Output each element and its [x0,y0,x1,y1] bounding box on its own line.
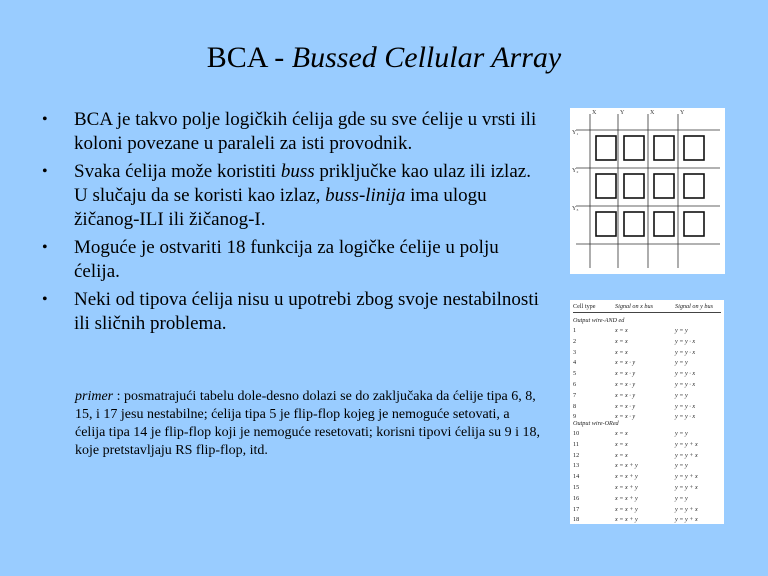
grid-top-label: Y [680,110,685,116]
table-header: Signal on x bus [615,303,653,310]
table-cell: x = x [615,451,628,459]
table-cell: x = x · y [615,413,636,421]
bullet-glyph: • [42,163,48,180]
table-header-row [573,303,723,311]
grid-top-label: X [592,110,597,116]
table-cell: x = x [615,430,628,437]
table-row [573,484,723,492]
table-cell: x = x [615,337,628,345]
table-cell: 14 [573,473,580,481]
bullet-text-mid: priključke kao ulaz ili izlaz. U slučaju da se koristi kao izlaz, [74,161,531,206]
title-italic: Bussed Cellular Array [291,41,562,74]
bullet-list [40,108,540,340]
bullet-text: BCA je takvo polje logičkih ćelija gde su sve ćelije u vrsti ili koloni povezane u paraleli za isti provodnik. [74,109,537,154]
grid-row-label: Y₂ [572,168,579,174]
table-cell: x = x + y [615,473,638,481]
table-row [573,392,723,400]
table-cell: x = x + y [615,516,638,524]
bullet-text-pre: Svaka ćelija može koristiti [74,161,281,182]
table-section-label: Output wire-AND ed [573,317,625,324]
table-row [573,403,723,411]
table-cell: 9 [573,413,577,421]
table-cell: y = y [675,391,688,399]
table-cell: y = y + x [675,473,698,481]
table-cell: x = x + y [615,484,638,491]
table-cell: y = y + x [675,451,698,459]
table-cell: x = x · y [615,381,636,388]
cell-type-table [570,300,724,524]
bullet-text-post: ima ulogu žičanog-ILI ili žičanog-I. [74,185,487,230]
table-cell: 3 [573,348,577,356]
table-section-label: Output wire-ORed [573,420,619,427]
table-row [573,462,723,470]
table-cell: 16 [573,494,580,502]
table-cell: y = y · x [675,337,696,345]
table-row [573,495,723,503]
table-cell: 18 [573,516,580,524]
table-cell: 10 [573,430,580,437]
table-cell: y = y · x [675,402,696,410]
grid-row-label: Y₁ [572,130,579,136]
table-row [573,441,723,449]
table-cell: x = x · y [615,359,636,367]
table-row [573,338,723,346]
table-row [573,506,723,514]
bullet-glyph: • [42,291,48,308]
table-cell: 12 [573,451,580,459]
slide-title [0,40,768,76]
table-cell: 15 [573,484,580,491]
table-cell: 17 [573,505,580,513]
table-cell: 5 [573,370,577,378]
table-cell: y = y [675,359,688,367]
table-row [573,349,723,357]
table-row [573,473,723,481]
title-main: BCA - [206,41,292,74]
table-cell: x = x + y [615,494,638,502]
bullet-emph-buss-linija: buss-linija [325,185,406,206]
table-cell: 8 [573,402,577,410]
table-cell: 6 [573,381,577,388]
table-cell: y = y [675,494,688,502]
table-cell: x = x + y [615,462,638,470]
table-row [573,413,723,421]
table-cell: y = y [675,430,688,437]
table-cell: x = x [615,327,628,334]
table-cell: x = x · y [615,391,636,399]
bullet-emph-buss: buss [280,161,315,182]
bullet-text: Moguće je ostvariti 18 funkcija za logičke ćelije u polju ćelija. [74,237,499,282]
bullet-text: Neki od tipova ćelija nisu u upotrebi zbog svoje nestabilnosti ili sličnih problema. [74,289,539,334]
grid-top-label: Y [620,110,625,116]
table-cell: y = y + x [675,516,698,524]
grid-top-label: X [650,110,655,116]
table-header: Cell type [573,303,596,310]
table-row [573,452,723,460]
table-cell: y = y · x [675,381,696,388]
bullet-glyph: • [42,239,48,256]
bullet-item [40,108,540,156]
table-cell: y = y + x [675,505,698,513]
table-cell: x = x [615,348,628,356]
table-cell: 13 [573,462,580,470]
table-cell: y = y + x [675,484,698,491]
bca-grid-diagram [570,108,725,274]
table-cell: x = x [615,440,628,448]
table-divider [573,312,721,313]
table-cell: 7 [573,391,577,399]
table-row [573,359,723,367]
example-lead: primer [75,389,114,404]
grid-row-label: Y₃ [572,206,579,212]
table-cell: 1 [573,327,577,334]
table-cell: 11 [573,440,579,448]
bullet-item [40,236,540,284]
example-paragraph [75,388,543,460]
table-row [573,430,723,438]
table-row [573,370,723,378]
bullet-item [40,160,540,232]
table-row [573,516,723,524]
table-cell: x = x · y [615,370,636,378]
table-cell: x = x + y [615,505,638,513]
table-cell: y = y · x [675,413,696,421]
table-cell: y = y · x [675,370,696,378]
table-cell: y = y [675,327,688,334]
table-cell: y = y [675,462,688,470]
table-cell: y = y · x [675,348,696,356]
table-row [573,327,723,335]
bca-grid-figure [570,108,725,274]
table-cell: 2 [573,337,577,345]
table-cell: 4 [573,359,577,367]
bullet-glyph: • [42,111,48,128]
table-row [573,381,723,389]
table-cell: y = y + x [675,440,698,448]
bullet-item [40,288,540,336]
table-header: Signal on y bus [675,303,713,310]
example-body: : posmatrajući tabelu dole-desno dolazi se do zaključaka da ćelije tipa 6, 8, 15, i 17 jesu nestabilne; ćelija tipa 5 je flip-flop kojeg je nemoguće setovati, a ćelija tipa 14 je flip-flop koji je nemoguće resetovati; korisni tipovi ćelija su 9 i 18, koje pretstavljaju RS flip-flop, itd. [75,389,540,458]
table-cell: x = x · y [615,402,636,410]
